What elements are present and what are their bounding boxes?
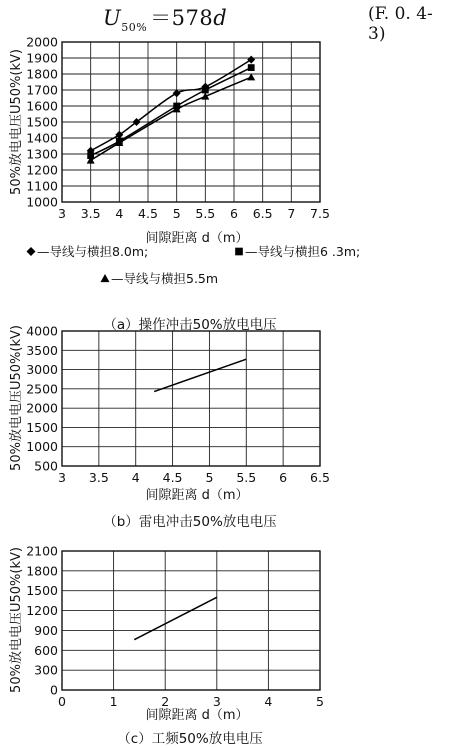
y-tick-label: 2100 xyxy=(26,543,58,559)
y-tick-label: 900 xyxy=(34,622,58,638)
x-tick-label: 5 xyxy=(172,206,181,221)
y-tick-label: 1700 xyxy=(26,82,58,98)
y-tick-label: 1200 xyxy=(26,603,58,619)
series-line xyxy=(134,597,217,639)
y-tick-label: 1800 xyxy=(26,66,58,82)
x-tick-label: 3 xyxy=(212,694,221,709)
legend-label: —导线与横担6 .3m; xyxy=(245,244,361,259)
plot-frame xyxy=(62,331,320,466)
x-tick-label: 1 xyxy=(109,694,118,709)
chart-caption: （b）雷电冲击50%放电电压 xyxy=(103,514,277,530)
y-tick-label: 1300 xyxy=(26,146,58,162)
y-tick-label: 2500 xyxy=(26,381,58,397)
chart-c xyxy=(8,544,324,748)
x-tick-label: 4 xyxy=(131,470,140,485)
y-tick-label: 2000 xyxy=(26,34,58,50)
y-tick-label: 1600 xyxy=(26,98,58,114)
formula-rhs: ＝578 xyxy=(150,6,214,30)
data-point-square xyxy=(248,64,255,71)
y-tick-label: 1000 xyxy=(26,439,58,455)
y-tick-label: 2000 xyxy=(26,400,58,416)
legend-marker-diamond xyxy=(27,247,36,256)
x-tick-label: 3 xyxy=(58,470,66,485)
x-axis-label: 间隙距离 d（m） xyxy=(145,708,249,723)
y-tick-label: 500 xyxy=(34,458,58,474)
x-tick-label: 6.5 xyxy=(310,470,330,485)
y-tick-label: 0 xyxy=(50,682,58,698)
x-axis-label: 间隙距离 d（m） xyxy=(145,231,249,246)
y-tick-label: 1100 xyxy=(26,178,58,194)
x-tick-label: 4 xyxy=(115,206,124,221)
x-tick-label: 3 xyxy=(58,206,66,221)
x-tick-label: 3.5 xyxy=(80,206,101,221)
x-tick-label: 4 xyxy=(264,694,273,709)
y-tick-label: 4000 xyxy=(26,323,58,339)
y-tick-label: 1500 xyxy=(26,583,58,599)
x-tick-label: 6 xyxy=(279,470,288,485)
chart-b xyxy=(8,324,330,531)
data-point-square xyxy=(202,87,209,94)
y-tick-label: 3000 xyxy=(26,362,58,378)
formula-subscript: 50% xyxy=(121,21,148,34)
x-tick-label: 6 xyxy=(230,206,238,221)
y-tick-label: 1400 xyxy=(26,130,58,146)
x-tick-label: 4.5 xyxy=(162,470,183,485)
y-tick-label: 1500 xyxy=(26,114,58,130)
x-axis-label: 间隙距离 d（m） xyxy=(145,488,249,503)
y-tick-label: 1800 xyxy=(26,563,58,579)
plot-frame xyxy=(62,551,320,690)
x-tick-label: 5 xyxy=(205,470,214,485)
y-tick-label: 3500 xyxy=(26,342,58,358)
formula-distance-variable: d xyxy=(213,6,228,30)
y-axis-label: 50%放电电压U50%(kV) xyxy=(9,49,24,195)
y-tick-label: 1000 xyxy=(26,194,58,210)
x-tick-label: 5.5 xyxy=(195,206,216,221)
formula-variable: U xyxy=(103,6,122,30)
series-line xyxy=(154,359,246,391)
data-point-diamond xyxy=(247,56,255,64)
x-tick-label: 5.5 xyxy=(236,470,257,485)
x-tick-label: 7.5 xyxy=(310,206,330,221)
y-axis-label: 50%放电电压U50%(kV) xyxy=(9,325,24,471)
legend xyxy=(27,244,361,286)
legend-marker-square xyxy=(235,248,243,256)
chart-caption: （c）工频50%放电电压 xyxy=(117,731,263,747)
legend-marker-triangle xyxy=(101,274,110,282)
x-tick-label: 3.5 xyxy=(88,470,109,485)
legend-label: —导线与横担5.5m xyxy=(111,271,219,286)
series-line xyxy=(91,60,252,151)
y-axis-label: 50%放电电压U50%(kV) xyxy=(9,547,24,693)
y-tick-label: 1900 xyxy=(26,50,58,66)
y-tick-label: 1500 xyxy=(26,419,58,435)
legend-label: —导线与横担8.0m; xyxy=(37,244,149,259)
equation-number: (F. 0. 4-3) xyxy=(368,4,433,44)
chart-a xyxy=(8,35,360,334)
y-tick-label: 1200 xyxy=(26,162,58,178)
chart-caption: （a）操作冲击50%放电电压 xyxy=(103,317,277,333)
y-tick-label: 600 xyxy=(34,642,58,658)
x-tick-label: 2 xyxy=(161,694,170,709)
x-tick-label: 5 xyxy=(316,694,324,709)
x-tick-label: 0 xyxy=(58,694,66,709)
x-tick-label: 7 xyxy=(287,206,296,221)
y-tick-label: 300 xyxy=(34,662,58,678)
x-tick-label: 6.5 xyxy=(252,206,273,221)
x-tick-label: 4.5 xyxy=(138,206,158,221)
